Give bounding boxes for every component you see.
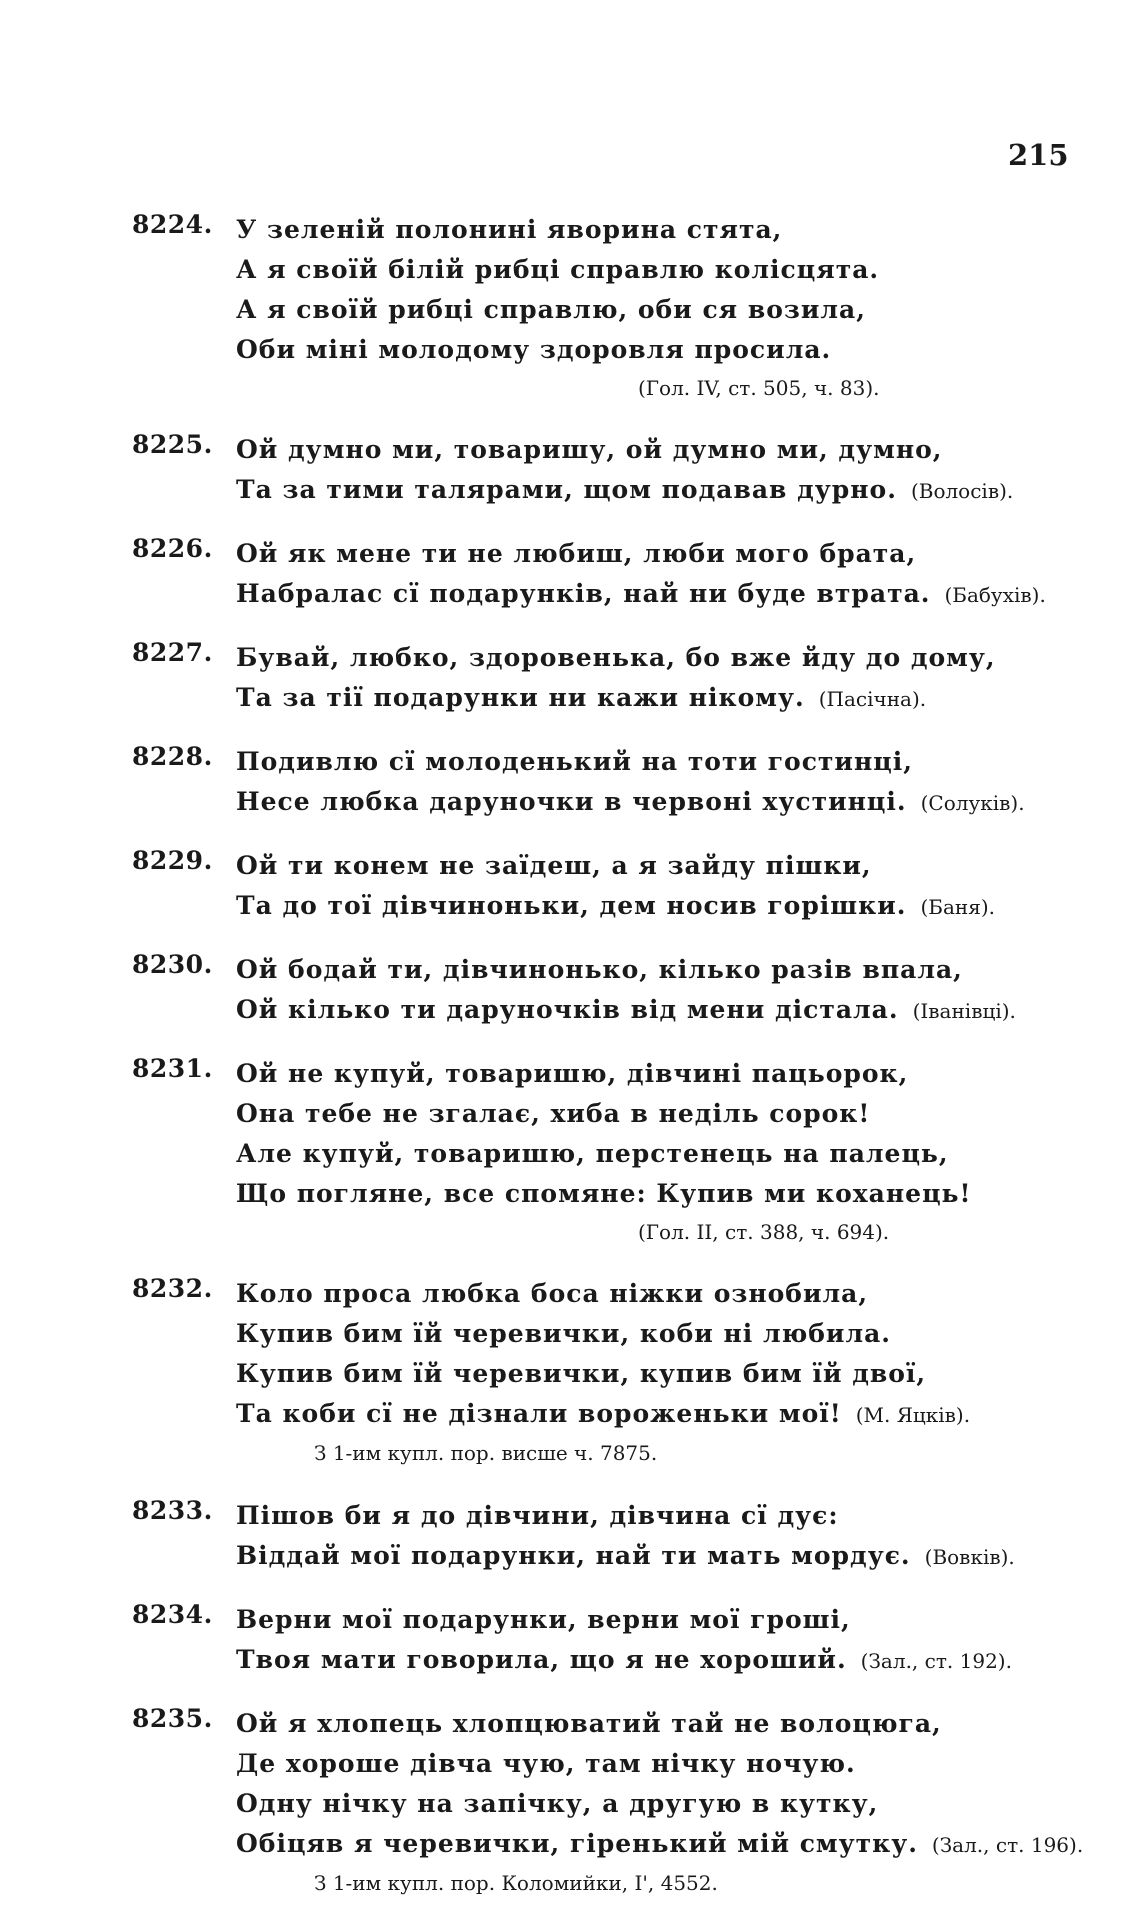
source-reference: (Зал., ст. 192).: [860, 1649, 1012, 1673]
page-number: 215: [1008, 138, 1069, 172]
song-entry: [0, 638, 1140, 718]
song-entry: [0, 210, 1140, 406]
entry-spacer: [0, 1250, 1140, 1274]
entry-number: 8224.: [132, 210, 213, 239]
entry-spacer: [0, 510, 1140, 534]
verse-text: Бувай, любко, здоровенька, бо вже йду до дому,: [236, 643, 996, 672]
entry-number: 8232.: [132, 1274, 213, 1303]
verse-line: [236, 1094, 1140, 1134]
song-entry: [0, 1274, 1140, 1472]
source-reference: (Солуків).: [920, 791, 1025, 815]
source-reference: (Іванівці).: [912, 999, 1016, 1023]
song-entry: [0, 846, 1140, 926]
cross-reference-note: З 1-им купл. пор. Коломийки, I', 4552.: [314, 1871, 718, 1895]
verse-line: [236, 1824, 1140, 1864]
verse-text: Подивлю сї молоденький на тоти гостинці,: [236, 747, 913, 776]
source-reference: (Бабухів).: [944, 583, 1046, 607]
source-reference: (Вовків).: [924, 1545, 1015, 1569]
entry-number: 8225.: [132, 430, 213, 459]
verse-text: Ой я хлопець хлопцюватий тай не волоцюга,: [236, 1709, 942, 1738]
entry-spacer: [0, 406, 1140, 430]
entry-spacer: [0, 1680, 1140, 1704]
entry-number: 8231.: [132, 1054, 213, 1083]
verse-text: Та до тої дівчиноньки, дем носив горішки.: [236, 891, 907, 920]
entry-spacer: [0, 822, 1140, 846]
verse-text: Ой не купуй, товаришю, дівчині пацьорок,: [236, 1059, 909, 1088]
verse-line: [236, 470, 1140, 510]
verse-line: [236, 846, 1140, 886]
verse-line: [236, 1134, 1140, 1174]
source-reference: (Волосів).: [910, 479, 1014, 503]
verse-line: [236, 1536, 1140, 1576]
verse-line: [236, 1600, 1140, 1640]
verse-line: [236, 430, 1140, 470]
verse-text: Ой думно ми, товаришу, ой думно ми, думно,: [236, 435, 943, 464]
verse-text: Що погляне, все спомяне: Купив ми коханець!: [236, 1179, 972, 1208]
entry-spacer: [0, 926, 1140, 950]
verse-text: Твоя мати говорила, що я не хороший.: [236, 1645, 847, 1674]
cross-reference-note: З 1-им купл. пор. висше ч. 7875.: [314, 1441, 658, 1465]
entry-number: 8230.: [132, 950, 213, 979]
verse-text: Де хороше дівча чую, там нічку ночую.: [236, 1749, 856, 1778]
source-reference: (Гол. II, ст. 388, ч. 694).: [638, 1220, 890, 1244]
song-entries: [0, 210, 1140, 1902]
verse-text: А я своїй білій рибці справлю колісцята.: [236, 255, 880, 284]
verse-line: [236, 1054, 1140, 1094]
entry-number: 8235.: [132, 1704, 213, 1733]
verse-line: [236, 678, 1140, 718]
verse-line: [236, 638, 1140, 678]
verse-line: [236, 290, 1140, 330]
song-entry: [0, 534, 1140, 614]
verse-text: Ой кілько ти даруночків від мени дістала.: [236, 995, 899, 1024]
verse-line: [236, 1354, 1140, 1394]
entry-number: 8229.: [132, 846, 213, 875]
verse-text: Несе любка даруночки в червоні хустинці.: [236, 787, 907, 816]
verse-text: Пішов би я до дівчини, дівчина сї дує:: [236, 1501, 839, 1530]
verse-text: Верни мої подарунки, верни мої гроші,: [236, 1605, 851, 1634]
entry-spacer: [0, 1472, 1140, 1496]
entry-spacer: [0, 1030, 1140, 1054]
verse-text: Віддай мої подарунки, най ти мать мордує.: [236, 1541, 911, 1570]
verse-line: [236, 1496, 1140, 1536]
verse-text: Набралас сї подарунків, най ни буде втрата.: [236, 579, 931, 608]
verse-text: Ой як мене ти не любиш, люби мого брата,: [236, 539, 917, 568]
verse-line: [236, 990, 1140, 1030]
entry-number: 8227.: [132, 638, 213, 667]
verse-line: [236, 210, 1140, 250]
verse-text: Та коби сї не дізнали вороженьки мої!: [236, 1399, 842, 1428]
verse-text: Але купуй, товаришю, перстенець на палець,: [236, 1139, 949, 1168]
song-entry: [0, 742, 1140, 822]
verse-text: Она тебе не згалає, хиба в неділь сорок!: [236, 1099, 871, 1128]
verse-line: [236, 782, 1140, 822]
entry-number: 8234.: [132, 1600, 213, 1629]
verse-line: [236, 950, 1140, 990]
entry-number: 8233.: [132, 1496, 213, 1525]
verse-line: [236, 886, 1140, 926]
verse-line: [236, 330, 1140, 370]
verse-text: Купив бим їй черевички, купив бим їй двої,: [236, 1359, 927, 1388]
entry-number: 8228.: [132, 742, 213, 771]
verse-line: [236, 1784, 1140, 1824]
verse-line: [236, 1274, 1140, 1314]
source-reference: (Зал., ст. 196).: [931, 1833, 1084, 1857]
source-reference: (Пасічна).: [818, 687, 927, 711]
song-entry: [0, 430, 1140, 510]
verse-text: Та за тими талярами, щом подавав дурно.: [236, 475, 897, 504]
verse-text: Обіцяв я черевички, гіренький мій смутку.: [236, 1829, 918, 1858]
entry-number: 8226.: [132, 534, 213, 563]
entry-spacer: [0, 718, 1140, 742]
verse-line: [236, 1174, 1140, 1214]
verse-text: Ой бодай ти, дівчинонько, кілько разів впала,: [236, 955, 963, 984]
verse-line: [236, 1744, 1140, 1784]
verse-line: [236, 742, 1140, 782]
verse-line: [236, 574, 1140, 614]
verse-text: Одну нічку на запічку, а другую в кутку,: [236, 1789, 879, 1818]
source-reference: (Гол. IV, ст. 505, ч. 83).: [638, 376, 880, 400]
song-entry: [0, 950, 1140, 1030]
source-reference: (М. Яцків).: [855, 1403, 971, 1427]
verse-text: Коло проса любка боса ніжки ознобила,: [236, 1279, 869, 1308]
verse-text: Та за тії подарунки ни кажи нікому.: [236, 683, 805, 712]
verse-text: У зеленій полонині яворина стята,: [236, 215, 783, 244]
source-reference: (Баня).: [920, 895, 995, 919]
verse-line: [236, 250, 1140, 290]
song-entry: [0, 1704, 1140, 1902]
entry-spacer: [0, 614, 1140, 638]
song-entry: [0, 1600, 1140, 1680]
verse-line: [236, 1640, 1140, 1680]
song-entry: [0, 1496, 1140, 1576]
verse-line: [236, 1394, 1140, 1434]
entry-spacer: [0, 1576, 1140, 1600]
verse-text: Ой ти конем не заїдеш, а я зайду пішки,: [236, 851, 872, 880]
verse-line: [236, 1704, 1140, 1744]
verse-line: [236, 534, 1140, 574]
verse-text: Купив бим їй черевички, коби ні любила.: [236, 1319, 892, 1348]
song-entry: [0, 1054, 1140, 1250]
verse-text: А я своїй рибці справлю, оби ся возила,: [236, 295, 866, 324]
verse-line: [236, 1314, 1140, 1354]
verse-text: Оби міні молодому здоровля просила.: [236, 335, 832, 364]
